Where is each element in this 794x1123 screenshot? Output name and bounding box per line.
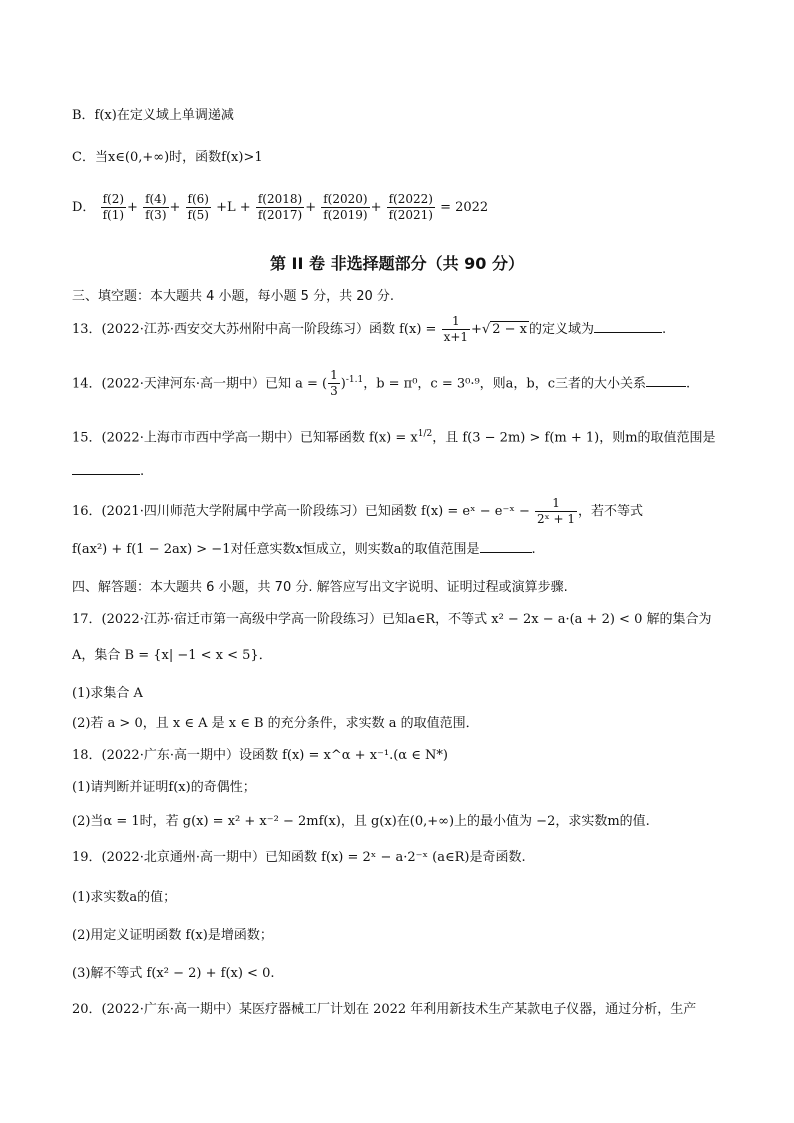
question-19: 19．(2022·北京通州·高一期中）已知函数 f(x) = 2ˣ − a·2⁻ˣ (a∈R)是奇函数. — [72, 850, 526, 865]
option-c: C．当x∈(0,+∞)时，函数f(x)>1 — [72, 150, 263, 165]
option-d-tail: = 2022 — [440, 200, 489, 215]
question-17-sub1: (1)求集合 A — [72, 686, 143, 701]
option-d: D． $\frac{f(2)}{f(1)}$ + $\frac{f(4)}{f(3)}$ + $\frac{f(6)}{f(5)}$ +L + $\frac{f(2018)}{f(2017)}$ + $\frac{f(2020)}{f(2019)}$ + $\frac{f(2022)}{f(2021)}$ = 2022 — [72, 192, 489, 222]
question-20: 20．(2022·广东·高一期中）某医疗器械工厂计划在 2022 年利用新技术生产某款电子仪器，通过分析，生产 — [72, 1002, 697, 1017]
q14-frac: $\frac{1}{3}$ — [330, 368, 338, 399]
question-15-line2: . — [72, 462, 144, 482]
question-19-sub1: (1)求实数a的值； — [72, 890, 177, 905]
q14-exp: -1.1 — [345, 375, 364, 385]
question-16-line2: f(ax²) + f(1 − 2ax) > −1对任意实数x恒成立，则实数a的取值范围是 . — [72, 542, 536, 557]
question-17: 17．(2022·江苏·宿迁市第一高级中学高一阶段练习）已知a∈R，不等式 x² − 2x − a·(a + 2) < 0 解的集合为 — [72, 612, 712, 627]
part4-title: 四、解答题：本大题共 6 小题，共 70 分. 解答应写出文字说明、证明过程或演算步骤. — [72, 580, 568, 595]
q14-a: a = — [295, 376, 318, 392]
option-d-label: D． — [72, 200, 96, 215]
question-15 — [72, 424, 716, 448]
q15-blank — [72, 462, 140, 475]
q15-line1: 15．(2022·上海市市西中学高一期中）已知幂函数 f(x) = x — [72, 430, 418, 446]
question-17-line2: A，集合 B = {x| −1 < x < 5}． — [72, 648, 272, 663]
part3-title: 三、填空题：本大题共 4 小题，每小题 5 分，共 20 分. — [72, 289, 395, 304]
q13-sqrt: 2 − x — [492, 322, 527, 337]
option-d-frac-4: $\frac{f(2018)}{f(2017)}$ — [257, 192, 303, 222]
q14-blank — [646, 374, 686, 387]
q13-prefix: 13．(2022·江苏·西安交大苏州附中高一阶段练习）函数 — [72, 322, 395, 337]
option-d-frac-1: $\frac{f(2)}{f(1)}$ — [102, 192, 125, 222]
option-d-frac-5: $\frac{f(2020)}{f(2019)}$ — [323, 192, 368, 222]
question-18-sub2: (2)当α = 1时，若 g(x) = x² + x⁻² − 2mf(x)，且 g(x)在(0,+∞)上的最小值为 −2，求实数m的值. — [72, 814, 650, 829]
question-18-sub1: (1)请判断并证明f(x)的奇偶性； — [72, 780, 256, 795]
q13-frac: $\frac{1}{x+1}$ — [443, 314, 469, 344]
q16-blank — [480, 540, 532, 553]
question-16 — [72, 496, 643, 528]
option-b: B．f(x)在定义域上单调递减 — [72, 108, 234, 123]
question-19-sub2: (2)用定义证明函数 f(x)是增函数； — [72, 928, 273, 943]
question-14: 14．(2022·天津河东·高一期中）已知 a = ( $\frac{1}{3}$ )$^{-1.1}$，b = π⁰，c = 3⁰·⁹，则a，b，c三者的大小关系 . — [72, 368, 691, 399]
section-title: 第 II 卷 非选择题部分（共 90 分） — [269, 254, 525, 273]
option-d-frac-3: $\frac{f(6)}{f(5)}$ — [187, 192, 209, 222]
option-d-ellipsis: +L + — [216, 200, 251, 215]
option-d-frac-6: $\frac{f(2022)}{f(2021)}$ — [388, 192, 433, 222]
q16-frac: $\frac{1}{\text{2ˣ + 1}}$ — [537, 496, 576, 526]
q13-suffix: 的定义域为 — [529, 322, 595, 337]
q14-prefix: 14．(2022·天津河东·高一期中）已知 — [72, 376, 291, 392]
q16-line1: 16．(2021·四川师范大学附属中学高一阶段练习）已知函数 f(x) = eˣ − e⁻ˣ − — [72, 504, 530, 519]
question-19-sub3: (3)解不等式 f(x² − 2) + f(x) < 0. — [72, 966, 275, 981]
q13-fx: f(x) = — [399, 322, 437, 337]
q15-line1b: ，且 f(3 − 2m) > f(m + 1)，则m的取值范围是 — [432, 430, 716, 446]
option-d-frac-2: $\frac{f(4)}{f(3)}$ — [145, 192, 167, 222]
q16-line1b: ，若不等式 — [578, 504, 644, 519]
q13-blank — [594, 320, 662, 333]
q16-line2: f(ax²) + f(1 − 2ax) > −1对任意实数x恒成立，则实数a的取值范围是 — [72, 542, 480, 557]
question-17-sub2: (2)若 a > 0，且 x ∈ A 是 x ∈ B 的充分条件，求实数 a 的取值范围． — [72, 716, 479, 731]
q14-rest: ，b = π⁰，c = 3⁰·⁹，则a，b，c三者的大小关系 — [363, 376, 647, 392]
question-13: 13．(2022·江苏·西安交大苏州附中高一阶段练习）函数 f(x) = $\frac{1}{x+1}$ +√ 2 − x 的定义域为 . — [72, 314, 667, 344]
q15-exp: 1/2 — [417, 429, 433, 439]
question-18: 18．(2022·广东·高一期中）设函数 f(x) = x^α + x⁻¹.(α ∈ N*) — [72, 748, 448, 763]
